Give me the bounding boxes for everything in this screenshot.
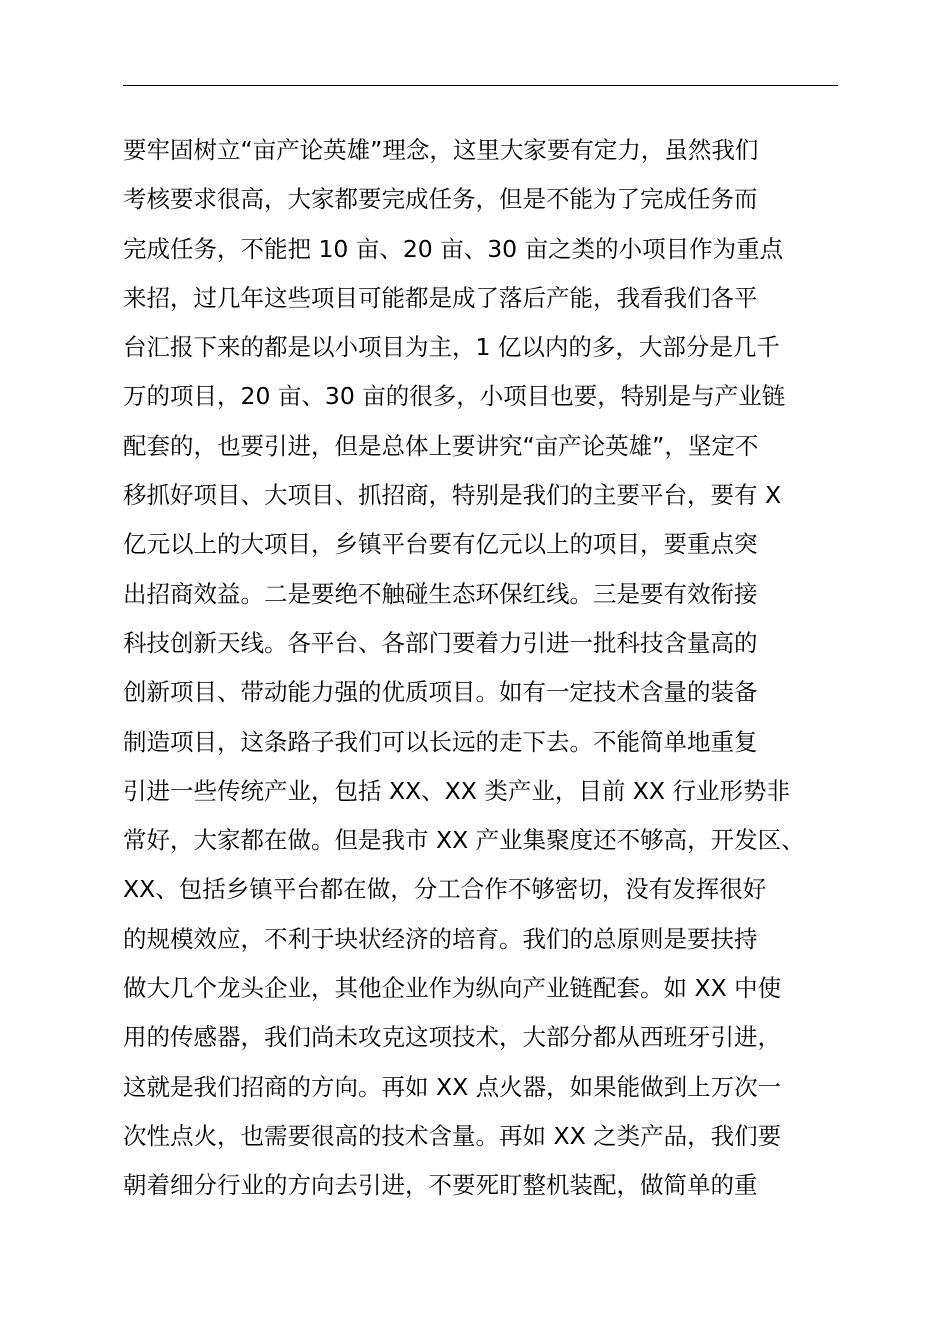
text-line: 移抓好项目、大项目、抓招商，特别是我们的主要平台，要有 X [123,481,782,510]
text-line: 常好，大家都在做。但是我市 XX 产业集聚度还不够高，开发区、 [123,826,805,855]
text-line: 次性点火，也需要很高的技术含量。再如 XX 之类产品，我们要 [123,1121,782,1150]
text-line: 这就是我们招商的方向。再如 XX 点火器，如果能做到上万次一 [123,1072,782,1101]
text-line: 出招商效益。二是要绝不触碰生态环保红线。三是要有效衔接 [123,579,758,608]
text-line: 配套的，也要引进，但是总体上要讲究“亩产论英雄”，坚定不 [123,431,759,460]
text-line: 朝着细分行业的方向去引进，不要死盯整机装配，做简单的重 [123,1171,758,1200]
text-line: 制造项目，这条路子我们可以长远的走下去。不能简单地重复 [123,727,758,756]
text-line: 做大几个龙头企业，其他企业作为纵向产业链配套。如 XX 中使 [123,974,782,1003]
text-line: 的规模效应，不利于块状经济的培育。我们的总原则是要扶持 [123,924,758,953]
text-line: 来招，过几年这些项目可能都是成了落后产能，我看我们各平 [123,283,758,312]
text-line: 考核要求很高，大家都要完成任务，但是不能为了完成任务而 [123,185,758,214]
text-line: 万的项目，20 亩、30 亩的很多，小项目也要，特别是与产业链 [123,382,786,411]
text-line: 完成任务，不能把 10 亩、20 亩、30 亩之类的小项目作为重点 [123,234,784,263]
text-line: 用的传感器，我们尚未攻克这项技术，大部分都从西班牙引进， [123,1023,781,1052]
text-line: 台汇报下来的都是以小项目为主，1 亿以内的多，大部分是几千 [123,333,780,362]
text-line: 引进一些传统产业，包括 XX、XX 类产业，目前 XX 行业形势非 [123,776,790,805]
text-line: 科技创新天线。各平台、各部门要着力引进一批科技含量高的 [123,628,758,657]
text-line: XX、包括乡镇平台都在做，分工合作不够密切，没有发挥很好 [123,875,767,904]
text-line: 要牢固树立“亩产论英雄”理念，这里大家要有定力，虽然我们 [123,136,759,164]
text-line: 亿元以上的大项目，乡镇平台要有亿元以上的项目，要重点突 [123,530,758,559]
text-line: 创新项目、带动能力强的优质项目。如有一定技术含量的装备 [123,678,758,707]
header-rule [123,85,838,86]
body-text [123,126,863,1211]
